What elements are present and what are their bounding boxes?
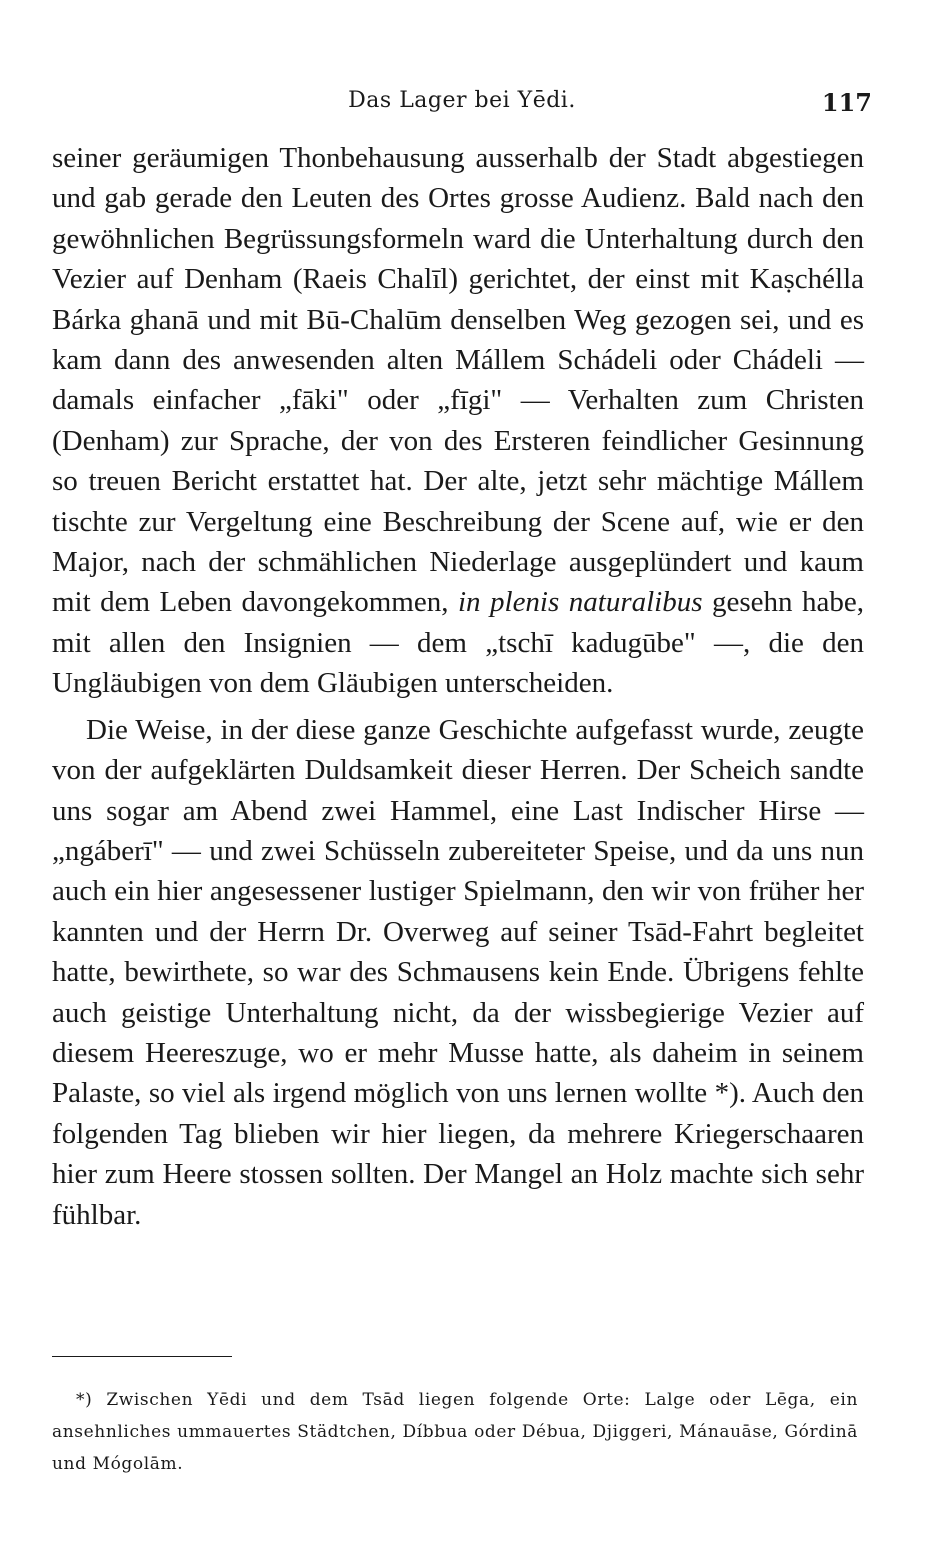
footnote-divider xyxy=(52,1356,232,1357)
paragraph-1-italic-phrase: in plenis naturalibus xyxy=(457,586,703,619)
footnote: *) Zwischen Yēdi und dem Tsād liegen folgende Orte: Lalge oder Lēga, ein ansehnliches ummauertes Städtchen, Díbbua oder Débua, Djiggeri, Mánauāse, Górdinā und Mógolām. xyxy=(52,1390,858,1474)
paragraph-1-text-start: seiner geräumigen Thonbehausung ausserhalb der Stadt abgestiegen und gab gerade den Leuten des Ortes grosse Audienz. Bald nach den gewöhnlichen Begrüssungsformeln ward die Unterhaltung durch den Vezier auf Denham (Raeis Chalīl) gerichtet, der einst mit Kaṣchélla Bárka ghanā und mit Bū-Chalūm denselben Weg gezogen sei, und es kam dann des anwesenden alten Mállem Schádeli oder Chádeli — damals einfacher „fāki" oder „fīgi" — Verhalten zum Christen (Denham) zur Sprache, der von des Ersteren feindlicher Gesinnung so treuen Bericht erstattet hat. Der alte, jetzt sehr mächtige Mállem tischte zur Vergeltung eine Beschreibung der Scene auf, wie er den Major, nach der schmählichen Niederlage ausgeplündert und kaum mit dem Leben davongekommen, xyxy=(52,142,864,619)
body-text xyxy=(52,138,864,1235)
paragraph-1 xyxy=(52,138,864,704)
paragraph-2: Die Weise, in der diese ganze Geschichte aufgefasst wurde, zeugte von der aufgeklärten Duldsamkeit dieser Herren. Der Scheich sandte uns sogar am Abend zwei Hammel, eine Last Indischer Hirse — „ngáberī" — und zwei Schüsseln zubereiteter Speise, und da uns nun auch ein hier angesessener lustiger Spielmann, den wir von früher her kannten und der Herrn Dr. Overweg auf seiner Tsād-Fahrt begleitet hatte, bewirthete, so war des Schmausens kein Ende. Übrigens fehlte auch geistige Unterhaltung nicht, da der wissbegierige Vezier auf diesem Heereszuge, wo er mehr Musse hatte, als daheim in seinem Palaste, so viel als irgend möglich von uns lernen wollte *). Auch den folgenden Tag blieben wir hier liegen, da mehrere Kriegerschaaren hier zum Heere stossen sollten. Der Mangel an Holz machte sich sehr fühlbar. xyxy=(52,713,864,1231)
paragraph-1-text-end: gesehn habe, mit allen den Insignien — dem „tschī kadugūbe" —, die den Ungläubigen von dem Gläubigen unterscheiden. xyxy=(52,586,864,700)
page-header xyxy=(52,88,872,124)
page-number: 117 xyxy=(821,88,872,117)
running-title: Das Lager bei Yēdi. xyxy=(348,88,576,113)
